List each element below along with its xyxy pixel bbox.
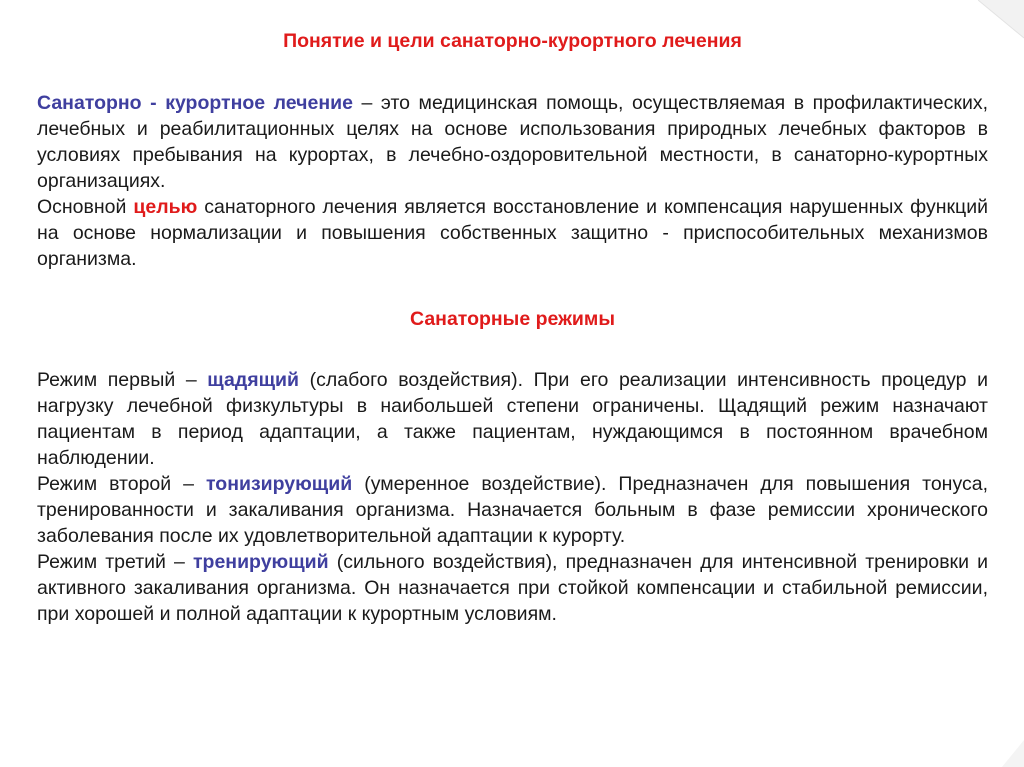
mode-prefix: Режим второй –: [37, 473, 206, 495]
goal-text: санаторного лечения является восстановление и компенсация нарушенных функций на основе нормализации и повышения собственных защитно - приспособительных механизмов организма.: [37, 196, 988, 270]
mode-paragraph-third: [37, 549, 988, 627]
mode-prefix: Режим третий –: [37, 551, 193, 573]
goal-term: целью: [133, 196, 198, 218]
mode-term: тренирующий: [192, 551, 329, 573]
goal-paragraph: [37, 194, 988, 272]
mode-text: (умеренное воздействие). Предназначен для повышения тонуса, тренированности и закаливания организма. Назначается больным в фазе ремиссии хронического заболевания после их удовлетворительной адаптации к курорту.: [37, 473, 988, 547]
definition-text: – это медицинская помощь, осуществляемая в профилактических, лечебных и реабилитационных целях на основе использования природных лечебных факторов в условиях пребывания на курортах, в лечебно-оздоровительной местности, в санаторно-курортных организациях.: [37, 92, 988, 192]
goal-prefix: Основной: [37, 196, 134, 218]
definition-paragraph: [37, 90, 988, 194]
mode-term: тонизирующий: [205, 473, 353, 495]
mode-paragraph-second: [37, 471, 988, 549]
mode-term: щадящий: [207, 369, 300, 391]
definition-term: Санаторно - курортное лечение: [37, 92, 353, 114]
mode-text: (сильного воздействия), предназначен для интенсивной тренировки и активного закаливания организма. Он назначается при стойкой компенсации и стабильной ремиссии, при хорошей и полной адаптации к курортным условиям.: [37, 551, 988, 625]
modes-title: Санаторные режимы: [410, 308, 615, 330]
slide-content: [37, 28, 988, 627]
mode-text: (слабого воздействия). При его реализации интенсивность процедур и нагрузку лечебной физкультуры в наибольшей степени ограничены. Щадящий режим назначают пациентам в период адаптации, а также пациентам, нуждающимся в постоянном врачебном наблюдении.: [37, 369, 988, 469]
slide-title: Понятие и цели санаторно-курортного лечения: [283, 30, 742, 52]
mode-paragraph-first: [37, 367, 988, 471]
mode-prefix: Режим первый –: [37, 369, 208, 391]
